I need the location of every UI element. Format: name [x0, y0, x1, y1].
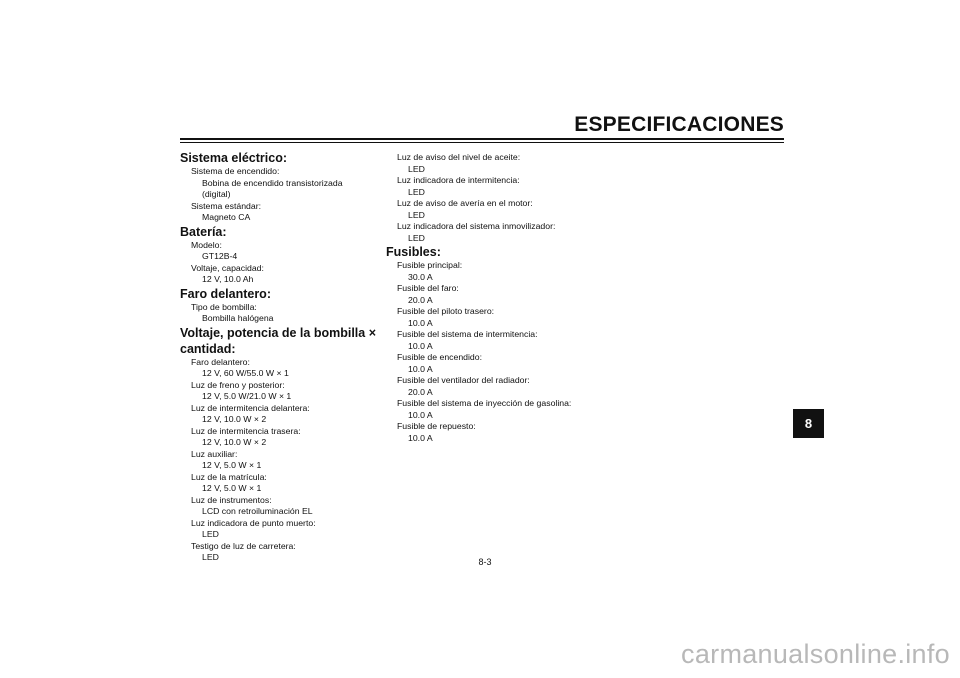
spec-label: Fusible principal: [397, 260, 463, 270]
section-heading: Sistema eléctrico: [180, 151, 287, 165]
spec-label: Fusible de repuesto: [397, 421, 476, 431]
section-heading: Batería: [180, 224, 227, 239]
spec-label: Luz de intermitencia delantera: [191, 402, 310, 413]
watermark: carmanualsonline.info [681, 639, 950, 669]
section-heading: Voltaje, potencia de la bombilla × [180, 325, 376, 340]
spec-value: Bobina de encendido transistorizada [202, 177, 343, 188]
spec-value: LCD con retroiluminación EL [202, 506, 313, 516]
spec-value: GT12B-4 [202, 251, 238, 261]
spec-label: Luz de la matrícula: [191, 471, 267, 482]
section-heading: cantidad: [180, 341, 236, 356]
spec-value: LED [408, 163, 425, 174]
spec-value: LED [408, 186, 425, 197]
spec-label: Fusible de encendido: [397, 352, 483, 362]
spec-value: Magneto CA [202, 212, 251, 222]
spec-label: Sistema de encendido: [191, 166, 280, 176]
page-number: 8-3 [478, 557, 492, 567]
spec-value: 12 V, 10.0 W × 2 [202, 437, 267, 447]
spec-value: 30.0 A [408, 271, 433, 282]
spec-value: 20.0 A [408, 294, 433, 305]
spec-label: Faro delantero: [191, 356, 250, 367]
spec-value: 10.0 A [408, 409, 433, 420]
spec-label: Sistema estándar: [191, 200, 262, 211]
section-heading: Fusibles: [386, 245, 441, 259]
spec-value: (digital) [202, 189, 231, 199]
spec-value: 20.0 A [408, 386, 433, 397]
spec-label: Luz de freno y posterior: [191, 379, 285, 390]
spec-label: Voltaje, capacidad: [191, 262, 264, 273]
spec-label: Luz indicadora de punto muerto: [191, 517, 316, 528]
spec-label: Luz de aviso del nivel de aceite: [397, 152, 521, 162]
page-title: ESPECIFICACIONES [574, 113, 784, 136]
spec-value: 12 V, 5.0 W/21.0 W × 1 [202, 391, 292, 401]
spec-value: 12 V, 10.0 Ah [202, 274, 254, 284]
left-spec-column [180, 150, 390, 564]
spec-value: 12 V, 10.0 W × 2 [202, 414, 267, 424]
spec-label: Luz de intermitencia trasera: [191, 425, 301, 436]
spec-value: LED [408, 232, 425, 243]
title-rule-thick [180, 138, 784, 140]
spec-label: Luz auxiliar: [191, 448, 238, 459]
spec-value: 12 V, 60 W/55.0 W × 1 [202, 368, 289, 378]
spec-value: 10.0 A [408, 432, 433, 443]
section-heading: Faro delantero: [180, 286, 271, 301]
chapter-tab: 8 [793, 409, 824, 438]
spec-label: Luz de aviso de avería en el motor: [397, 198, 533, 208]
spec-label: Luz indicadora del sistema inmovilizador: [397, 221, 556, 231]
spec-label: Fusible del piloto trasero: [397, 306, 495, 316]
right-spec-column [386, 152, 616, 444]
title-rule-thin [180, 142, 784, 143]
spec-value: 10.0 A [408, 340, 433, 351]
spec-label: Tipo de bombilla: [191, 301, 257, 312]
spec-label: Testigo de luz de carretera: [191, 540, 296, 551]
spec-value: LED [202, 529, 219, 539]
spec-label: Modelo: [191, 239, 222, 250]
spec-label: Fusible del sistema de intermitencia: [397, 329, 538, 339]
spec-value: 12 V, 5.0 W × 1 [202, 483, 262, 493]
spec-label: Fusible del sistema de inyección de gasolina: [397, 398, 572, 408]
spec-value: LED [202, 552, 219, 562]
spec-label: Fusible del faro: [397, 283, 459, 293]
spec-value: LED [408, 209, 425, 220]
spec-value: 10.0 A [408, 317, 433, 328]
spec-label: Luz indicadora de intermitencia: [397, 175, 520, 185]
spec-label: Luz de instrumentos: [191, 494, 272, 505]
spec-value: 12 V, 5.0 W × 1 [202, 460, 262, 470]
spec-value: Bombilla halógena [202, 313, 274, 323]
spec-label: Fusible del ventilador del radiador: [397, 375, 530, 385]
spec-value: 10.0 A [408, 363, 433, 374]
